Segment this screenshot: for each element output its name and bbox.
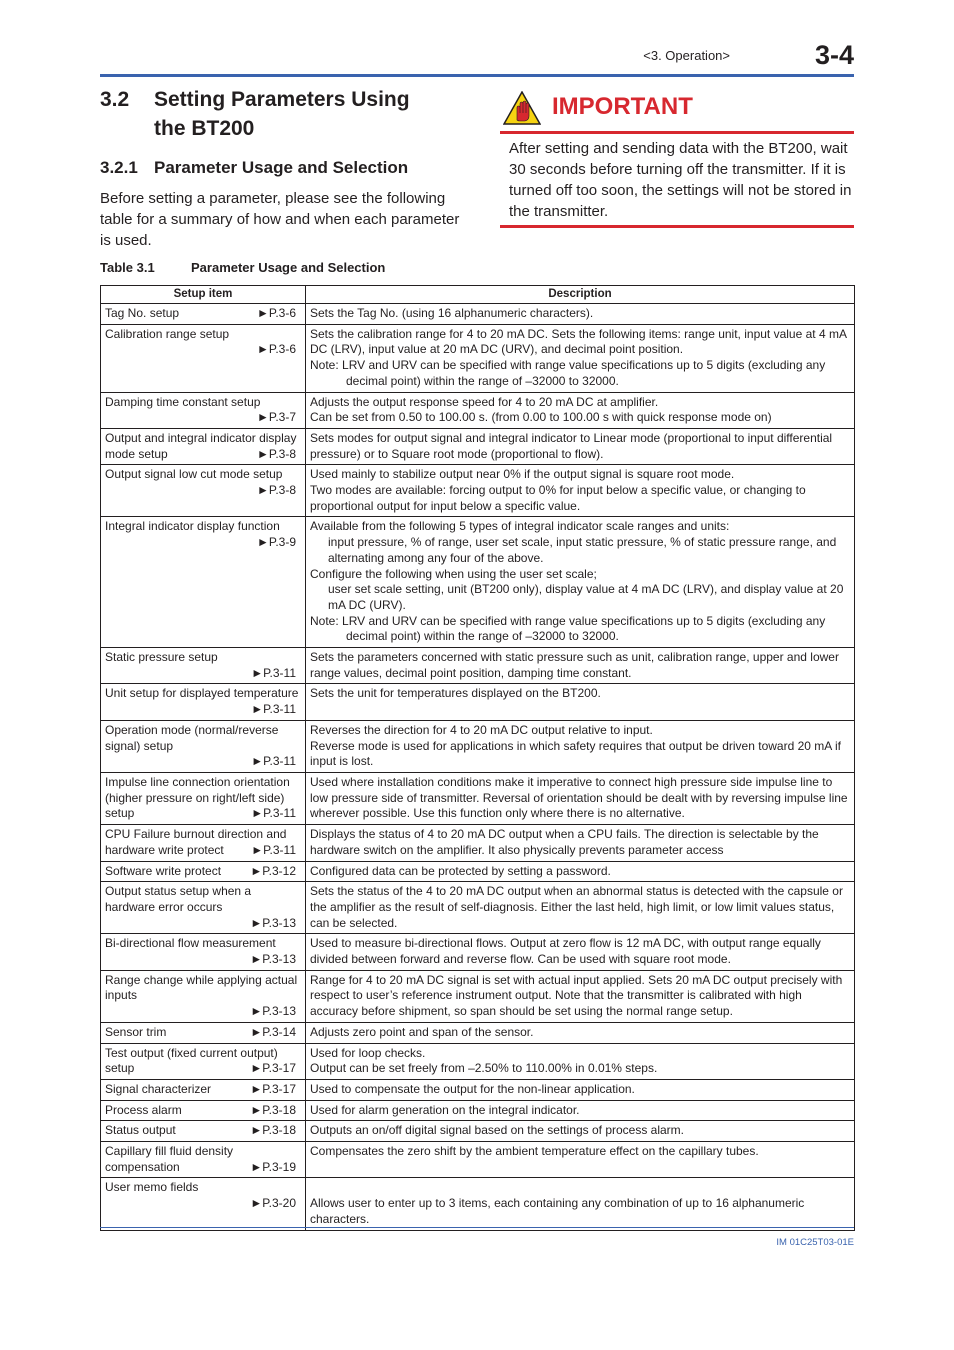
description-line: decimal point) within the range of –32000 to 32000. bbox=[346, 629, 619, 644]
description-line: Available from the following 5 types of integral indicator scale ranges and units: bbox=[310, 519, 730, 534]
table-number: Table 3.1 bbox=[100, 260, 155, 275]
setup-item-cell bbox=[101, 772, 306, 824]
setup-item-name: Output status setup when a hardware error occurs bbox=[105, 884, 252, 914]
description-cell bbox=[306, 934, 855, 970]
page-reference-link[interactable]: ►P.3-14 bbox=[250, 1024, 296, 1039]
setup-item-name: Bi-directional flow measurement bbox=[105, 936, 276, 951]
table-row bbox=[101, 324, 855, 392]
description-line: Two modes are available: forcing output to 0% for input below a specific value, or changing to proportional output for input below a specific value. bbox=[310, 483, 806, 513]
description-cell bbox=[306, 861, 855, 882]
description-line: Used to measure bi-directional flows. Output at zero flow is 12 mA DC, with output range equally divided between forward and reverse flow. Can be used with square root mode. bbox=[310, 936, 821, 967]
setup-item-name: Output signal low cut mode setup bbox=[105, 467, 283, 482]
description-line: Compensates the zero shift by the ambient temperature effect on the capillary tubes. bbox=[310, 1144, 759, 1159]
table-row bbox=[101, 861, 855, 882]
description-cell bbox=[306, 825, 855, 861]
description-line: Allows user to enter up to 3 items, each containing any combination of up to 16 alphanumeric characters. bbox=[310, 1196, 805, 1226]
description-line: Used for alarm generation on the integral indicator. bbox=[310, 1102, 580, 1117]
intro-paragraph: Before setting a parameter, please see the following table for a summary of how and when each parameter is used. bbox=[100, 190, 460, 249]
section-title bbox=[100, 85, 470, 143]
setup-item-cell bbox=[101, 882, 306, 934]
chapter-header: <3. Operation> bbox=[643, 48, 730, 63]
setup-item-name: Capillary fill fluid density compensation bbox=[105, 1144, 234, 1174]
page-reference-link[interactable]: ►P.3-17 bbox=[250, 1081, 296, 1096]
page-reference-link[interactable]: ►P.3-11 bbox=[251, 842, 296, 857]
setup-item-cell bbox=[101, 1043, 306, 1079]
description-line: user set scale setting, unit (BT200 only), display value at 4 mA DC (LRV), and display value at 20 mA DC (URV). bbox=[328, 582, 844, 612]
page-reference-link[interactable]: ►P.3-6 bbox=[256, 342, 296, 357]
table-caption bbox=[100, 260, 385, 275]
setup-item-name: Static pressure setup bbox=[105, 650, 218, 665]
setup-item-name: Unit setup for displayed temperature bbox=[105, 686, 299, 701]
description-line: Range for 4 to 20 mA DC signal is set with actual input applied. Sets 20 mA DC output precisely with respect to user’s reference instrument output. Note that the transmitter is calibrated with high accuracy before shipment, so span should be set using the normal range setup. bbox=[310, 972, 843, 1019]
description-line: Used where installation conditions make it imperative to connect high pressure side impulse line to low pressure side of transmitter. Reversal of orientation should be dealt with by reversing impulse line wherever possible. Use this function only where there is no alternative. bbox=[310, 774, 848, 821]
setup-item-cell bbox=[101, 970, 306, 1022]
page-number: 3-4 bbox=[814, 40, 854, 70]
setup-item-cell bbox=[101, 1121, 306, 1142]
section-title-line1: Setting Parameters Using bbox=[154, 88, 410, 111]
setup-item-name: Damping time constant setup bbox=[105, 394, 261, 409]
description-cell bbox=[306, 720, 855, 772]
setup-item-name: Tag No. setup bbox=[105, 306, 180, 320]
page-reference-link[interactable]: ►P.3-11 bbox=[251, 665, 296, 680]
table-row bbox=[101, 1178, 855, 1230]
setup-item-cell bbox=[101, 684, 306, 720]
important-box bbox=[500, 89, 854, 228]
description-line: decimal point) within the range of –32000 to 32000. bbox=[346, 373, 619, 388]
column-header-description: Description bbox=[306, 286, 855, 304]
description-line: Configure the following when using the user set scale; bbox=[310, 566, 597, 581]
table-row bbox=[101, 825, 855, 861]
description-line: Reverse mode is used for applications in which safety requires that output be driven toward 20 mA if input is lost. bbox=[310, 738, 841, 769]
description-cell bbox=[306, 428, 855, 464]
description-line: Sets the Tag No. (using 16 alphanumeric characters). bbox=[310, 306, 594, 320]
setup-item-cell bbox=[101, 1100, 306, 1121]
description-line: Reverses the direction for 4 to 20 mA DC output relative to input. bbox=[310, 722, 653, 737]
table-row bbox=[101, 1121, 855, 1142]
footer-rule bbox=[100, 1227, 854, 1228]
setup-item-cell bbox=[101, 517, 306, 648]
important-text: After setting and sending data with the BT200, wait 30 seconds before turning off the transmitter. If it is turned off too soon, the settings will not be stored in the transmitter. bbox=[500, 134, 854, 228]
table-row bbox=[101, 517, 855, 648]
setup-item-name: Impulse line connection orientation (higher pressure on right/left side) setup bbox=[105, 774, 290, 821]
setup-item-name: Output and integral indicator display mode setup bbox=[105, 430, 297, 461]
page-reference-link[interactable]: ►P.3-11 bbox=[251, 754, 296, 769]
description-cell bbox=[306, 517, 855, 648]
description-cell bbox=[306, 1043, 855, 1079]
description-line: Sets the parameters concerned with static pressure such as unit, calibration range, upper and lower range values, decimal point position, damping time constant. bbox=[310, 650, 839, 680]
description-cell bbox=[306, 1022, 855, 1043]
description-line: Sets the status of the 4 to 20 mA DC output when an abnormal status is detected with the capsule or the amplifier as the result of self-diagnosis. Either the last held, high limit, or low limit values status, can be selected. bbox=[310, 884, 843, 930]
table-row bbox=[101, 648, 855, 684]
section-title-line2: the BT200 bbox=[154, 117, 255, 140]
description-cell bbox=[306, 465, 855, 517]
page-reference-link[interactable]: ►P.3-8 bbox=[256, 483, 296, 498]
description-line bbox=[310, 1180, 850, 1196]
description-line: Used to compensate the output for the non-linear application. bbox=[310, 1081, 635, 1096]
description-cell bbox=[306, 970, 855, 1022]
warning-hand-icon bbox=[503, 91, 541, 125]
description-line: Configured data can be protected by setting a password. bbox=[310, 863, 611, 878]
description-cell bbox=[306, 304, 855, 325]
setup-item-name: User memo fields bbox=[105, 1180, 199, 1195]
page-reference-link[interactable]: ►P.3-18 bbox=[250, 1123, 296, 1138]
setup-item-name: Status output bbox=[105, 1123, 176, 1138]
table-row bbox=[101, 1142, 855, 1178]
table-row bbox=[101, 882, 855, 934]
page-reference-link[interactable]: ►P.3-20 bbox=[250, 1196, 296, 1211]
description-cell bbox=[306, 1100, 855, 1121]
description-line: Sets the unit for temperatures displayed on the BT200. bbox=[310, 686, 601, 701]
description-cell bbox=[306, 392, 855, 428]
column-header-setup-item: Setup item bbox=[101, 286, 306, 304]
setup-item-name: Signal characterizer bbox=[105, 1081, 212, 1096]
setup-item-cell bbox=[101, 428, 306, 464]
setup-item-cell bbox=[101, 720, 306, 772]
page-reference-link[interactable]: ►P.3-13 bbox=[250, 915, 296, 930]
page-reference-link[interactable]: ►P.3-11 bbox=[251, 806, 296, 821]
setup-item-cell bbox=[101, 861, 306, 882]
header-rule bbox=[100, 74, 854, 77]
description-line: Outputs an on/off digital signal based on the settings of process alarm. bbox=[310, 1123, 685, 1138]
description-line: Adjusts the output response speed for 4 to 20 mA DC at amplifier. bbox=[310, 394, 659, 409]
setup-item-cell bbox=[101, 934, 306, 970]
setup-item-cell bbox=[101, 392, 306, 428]
document-number: IM 01C25T03-01E bbox=[776, 1237, 854, 1248]
table-row bbox=[101, 392, 855, 428]
description-line: Displays the status of 4 to 20 mA DC output when a CPU fails. The direction is selectable by the hardware switch on the amplifier. It also physically prevents parameter access bbox=[310, 827, 819, 857]
page-reference-link[interactable]: ►P.3-13 bbox=[250, 952, 296, 967]
setup-item-name: Software write protect bbox=[105, 863, 222, 878]
page-reference-link[interactable]: ►P.3-8 bbox=[256, 446, 296, 461]
table-row bbox=[101, 720, 855, 772]
description-cell bbox=[306, 324, 855, 392]
table-row bbox=[101, 428, 855, 464]
table-row bbox=[101, 1100, 855, 1121]
page-reference-link[interactable]: ►P.3-13 bbox=[250, 1004, 296, 1019]
description-line: Sets modes for output signal and integral indicator to Linear mode (proportional to input differential pressure) or to Square root mode (proportional to flow). bbox=[310, 430, 833, 461]
setup-item-name: Test output (fixed current output) setup bbox=[105, 1045, 278, 1076]
subsection-number: 3.2.1 bbox=[100, 158, 138, 177]
description-line: Sets the calibration range for 4 to 20 mA DC. Sets the following items: range unit, input value at 4 mA DC (LRV), input value at 20 mA DC (URV), and decimal point position. bbox=[310, 326, 847, 357]
setup-item-name: Integral indicator display function bbox=[105, 519, 280, 534]
table-row bbox=[101, 465, 855, 517]
description-cell bbox=[306, 1121, 855, 1142]
setup-item-cell bbox=[101, 1178, 306, 1230]
setup-item-name: Sensor trim bbox=[105, 1024, 167, 1039]
page-reference-link[interactable]: ►P.3-19 bbox=[250, 1159, 296, 1174]
page-reference-link[interactable]: ►P.3-6 bbox=[256, 306, 296, 320]
description-cell bbox=[306, 772, 855, 824]
table-row bbox=[101, 934, 855, 970]
table-row bbox=[101, 1079, 855, 1100]
description-line: Adjusts zero point and span of the sensor. bbox=[310, 1024, 534, 1039]
table-row bbox=[101, 1022, 855, 1043]
setup-item-cell bbox=[101, 465, 306, 517]
description-cell bbox=[306, 882, 855, 934]
table-row bbox=[101, 684, 855, 720]
description-line: Note: LRV and URV can be specified with range value specifications up to 5 digits (excluding any bbox=[310, 358, 826, 373]
page-reference-link[interactable]: ►P.3-7 bbox=[256, 410, 296, 425]
setup-item-name: Process alarm bbox=[105, 1102, 182, 1117]
subsection-title bbox=[100, 158, 408, 178]
description-cell bbox=[306, 648, 855, 684]
parameter-table bbox=[100, 285, 855, 1231]
page-reference-link[interactable]: ►P.3-12 bbox=[250, 863, 296, 878]
description-line: Used for loop checks. bbox=[310, 1045, 426, 1060]
description-cell bbox=[306, 684, 855, 720]
table-row bbox=[101, 970, 855, 1022]
setup-item-cell bbox=[101, 825, 306, 861]
setup-item-cell bbox=[101, 1079, 306, 1100]
important-title: IMPORTANT bbox=[552, 93, 693, 120]
page-reference-link[interactable]: ►P.3-18 bbox=[250, 1102, 296, 1117]
description-cell bbox=[306, 1142, 855, 1178]
table-row bbox=[101, 772, 855, 824]
description-line: input pressure, % of range, user set scale, input static pressure, % of static pressure range, and alternating among any four of the above. bbox=[328, 535, 837, 565]
section-number: 3.2 bbox=[100, 88, 130, 111]
setup-item-cell bbox=[101, 324, 306, 392]
setup-item-name: Calibration range setup bbox=[105, 326, 230, 341]
setup-item-name: CPU Failure burnout direction and hardware write protect bbox=[105, 827, 287, 857]
description-line: Can be set from 0.50 to 100.00 s. (from 0.00 to 100.00 s with quick response mode on) bbox=[310, 410, 772, 425]
description-line: Output can be set freely from –2.50% to 110.00% in 0.01% steps. bbox=[310, 1061, 658, 1076]
important-header bbox=[500, 89, 854, 134]
description-line: Used mainly to stabilize output near 0% if the output signal is square root mode. bbox=[310, 467, 735, 482]
page-reference-link[interactable]: ►P.3-17 bbox=[250, 1061, 296, 1076]
setup-item-cell bbox=[101, 304, 306, 325]
setup-item-cell bbox=[101, 1142, 306, 1178]
description-cell bbox=[306, 1079, 855, 1100]
description-cell bbox=[306, 1178, 855, 1230]
setup-item-cell bbox=[101, 1022, 306, 1043]
description-line: Note: LRV and URV can be specified with range value specifications up to 5 digits (excluding any bbox=[310, 613, 826, 628]
page-reference-link[interactable]: ►P.3-9 bbox=[256, 535, 296, 550]
setup-item-name: Operation mode (normal/reverse signal) setup bbox=[105, 722, 279, 753]
table-title: Parameter Usage and Selection bbox=[191, 260, 386, 275]
page-reference-link[interactable]: ►P.3-11 bbox=[251, 702, 296, 717]
setup-item-name: Range change while applying actual inputs bbox=[105, 972, 298, 1003]
table-row bbox=[101, 304, 855, 325]
table-header-row bbox=[101, 286, 855, 304]
subsection-title-text: Parameter Usage and Selection bbox=[154, 158, 409, 177]
setup-item-cell bbox=[101, 648, 306, 684]
table-row bbox=[101, 1043, 855, 1079]
